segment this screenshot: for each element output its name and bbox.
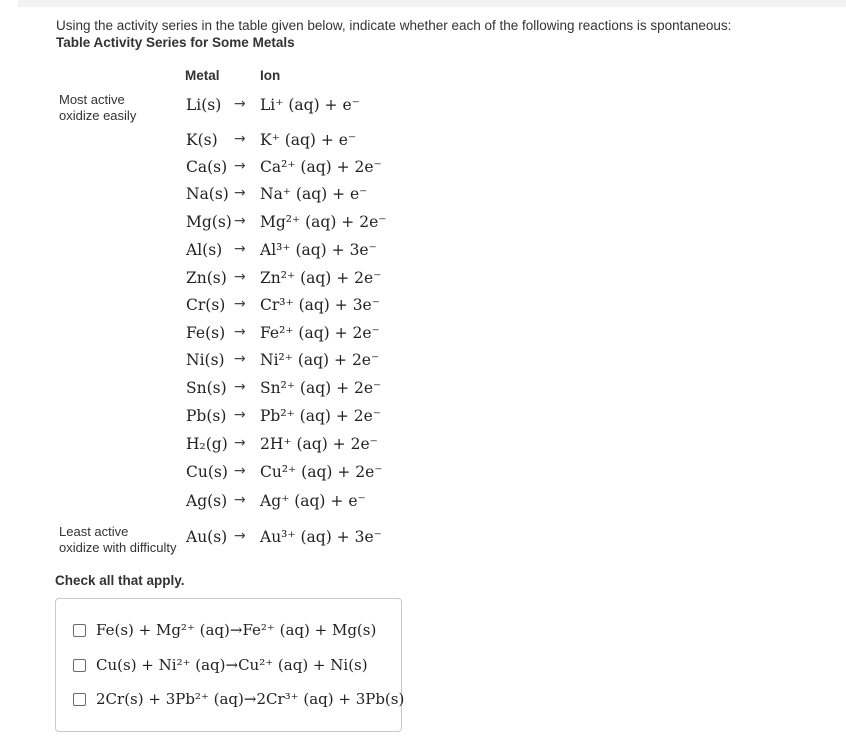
least-active-label: [59, 524, 177, 556]
table-title: Table Activity Series for Some Metals: [56, 35, 295, 50]
ion-cell: Au³⁺ (aq) + 3e⁻: [260, 528, 382, 546]
ion-cell: 2H⁺ (aq) + 2e⁻: [260, 435, 378, 453]
most-active-line1: Most active: [59, 92, 125, 107]
least-active-line1: Least active: [59, 524, 129, 539]
ion-cell: Na⁺ (aq) + e⁻: [260, 185, 368, 203]
ion-cell: Ni²⁺ (aq) + 2e⁻: [260, 351, 380, 369]
arrow-icon: →: [234, 407, 246, 423]
metal-cell: Ca(s): [186, 158, 228, 176]
metal-cell: Na(s): [186, 185, 229, 203]
arrow-icon: →: [234, 463, 246, 479]
metal-cell: Zn(s): [186, 269, 227, 287]
metal-cell: Au(s): [186, 528, 228, 546]
arrow-icon: →: [234, 379, 246, 395]
metal-cell: Sn(s): [186, 379, 227, 397]
check-all-instruction: Check all that apply.: [55, 573, 185, 588]
column-header-ion: Ion: [260, 68, 281, 83]
metal-cell: K(s): [186, 131, 218, 149]
metal-cell: Li(s): [186, 96, 222, 114]
option-equation: Fe(s) + Mg²⁺ (aq)→Fe²⁺ (aq) + Mg(s): [96, 621, 377, 639]
checkbox[interactable]: [73, 624, 86, 637]
ion-cell: Cr³⁺ (aq) + 3e⁻: [260, 296, 380, 314]
question-prompt: Using the activity series in the table given below, indicate whether each of the following reactions is spontaneous:: [56, 18, 732, 33]
answer-options-box: [55, 598, 405, 732]
ion-cell: Cu²⁺ (aq) + 2e⁻: [260, 463, 383, 481]
arrow-icon: →: [234, 351, 246, 367]
metal-cell: Ni(s): [186, 351, 225, 369]
arrow-icon: →: [234, 131, 246, 147]
checkbox[interactable]: [73, 693, 86, 706]
ion-cell: Ca²⁺ (aq) + 2e⁻: [260, 158, 382, 176]
arrow-icon: →: [234, 213, 246, 229]
metal-cell: Fe(s): [186, 324, 226, 342]
metal-cell: Pb(s): [186, 407, 227, 425]
ion-cell: Ag⁺ (aq) + e⁻: [260, 492, 366, 510]
arrow-icon: →: [234, 96, 246, 112]
most-active-label: [59, 92, 136, 124]
ion-cell: Al³⁺ (aq) + 3e⁻: [260, 241, 377, 259]
column-header-metal: Metal: [185, 68, 220, 83]
metal-cell: Al(s): [186, 241, 223, 259]
answer-option-2[interactable]: [73, 654, 368, 676]
ion-cell: Pb²⁺ (aq) + 2e⁻: [260, 407, 381, 425]
option-equation: 2Cr(s) + 3Pb²⁺ (aq)→2Cr³⁺ (aq) + 3Pb(s): [96, 690, 405, 708]
arrow-icon: →: [234, 324, 246, 340]
ion-cell: Fe²⁺ (aq) + 2e⁻: [260, 324, 380, 342]
arrow-icon: →: [234, 185, 246, 201]
ion-cell: K⁺ (aq) + e⁻: [260, 131, 357, 149]
arrow-icon: →: [234, 435, 246, 451]
arrow-icon: →: [234, 492, 246, 508]
arrow-icon: →: [234, 296, 246, 312]
answer-option-3[interactable]: [73, 688, 404, 710]
ion-cell: Zn²⁺ (aq) + 2e⁻: [260, 269, 382, 287]
ion-cell: Sn²⁺ (aq) + 2e⁻: [260, 379, 382, 397]
metal-cell: Cr(s): [186, 296, 226, 314]
option-equation: Cu(s) + Ni²⁺ (aq)→Cu²⁺ (aq) + Ni(s): [96, 656, 368, 674]
metal-cell: Cu(s): [186, 463, 228, 481]
ion-cell: Mg²⁺ (aq) + 2e⁻: [260, 213, 387, 231]
metal-cell: Ag(s): [186, 492, 228, 510]
top-divider-bar: [18, 0, 846, 7]
answer-option-1[interactable]: [73, 619, 376, 641]
checkbox[interactable]: [73, 659, 86, 672]
metal-cell: H₂(g): [186, 435, 228, 453]
arrow-icon: →: [234, 241, 246, 257]
arrow-icon: →: [234, 269, 246, 285]
metal-cell: Mg(s): [186, 213, 232, 231]
arrow-icon: →: [234, 528, 246, 544]
arrow-icon: →: [234, 158, 246, 174]
most-active-line2: oxidize easily: [59, 108, 137, 123]
least-active-line2: oxidize with difficulty: [59, 540, 177, 555]
ion-cell: Li⁺ (aq) + e⁻: [260, 96, 360, 114]
